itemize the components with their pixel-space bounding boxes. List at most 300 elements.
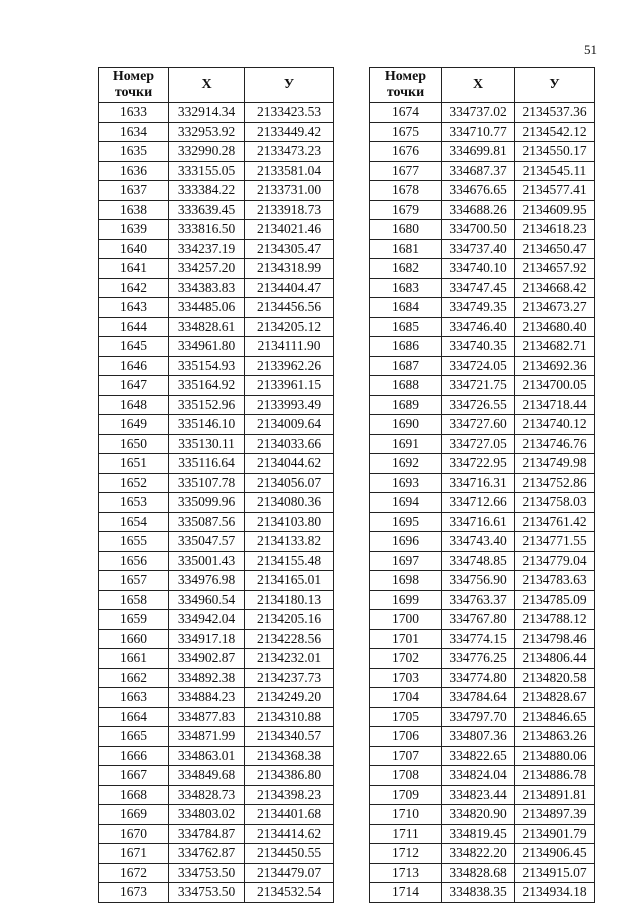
cell-y: 2134650.47 [515, 239, 595, 259]
cell-point-number: 1686 [370, 337, 442, 357]
cell-y: 2134820.58 [515, 668, 595, 688]
cell-x: 334753.50 [169, 883, 245, 903]
table-row [370, 785, 595, 805]
table-row [370, 142, 595, 162]
table-row [99, 805, 334, 825]
cell-y: 2134033.66 [245, 434, 334, 454]
cell-point-number: 1696 [370, 532, 442, 552]
cell-y: 2134180.13 [245, 590, 334, 610]
table-row [370, 668, 595, 688]
cell-x: 335152.96 [169, 395, 245, 415]
table-row [99, 785, 334, 805]
cell-x: 334824.04 [442, 766, 515, 786]
table-row [99, 122, 334, 142]
cell-point-number: 1640 [99, 239, 169, 259]
cell-y: 2134537.36 [515, 103, 595, 123]
cell-x: 334823.44 [442, 785, 515, 805]
cell-point-number: 1634 [99, 122, 169, 142]
cell-x: 334257.20 [169, 259, 245, 279]
cell-y: 2134044.62 [245, 454, 334, 474]
cell-x: 334737.02 [442, 103, 515, 123]
table-row [99, 278, 334, 298]
cell-y: 2133918.73 [245, 200, 334, 220]
cell-y: 2133449.42 [245, 122, 334, 142]
cell-x: 334822.20 [442, 844, 515, 864]
cell-point-number: 1694 [370, 493, 442, 513]
cell-y: 2133731.00 [245, 181, 334, 201]
table-row [370, 220, 595, 240]
table-row [370, 493, 595, 513]
cell-point-number: 1684 [370, 298, 442, 318]
cell-point-number: 1711 [370, 824, 442, 844]
table-row [370, 181, 595, 201]
cell-point-number: 1690 [370, 415, 442, 435]
cell-y: 2134668.42 [515, 278, 595, 298]
cell-x: 334917.18 [169, 629, 245, 649]
cell-x: 334803.02 [169, 805, 245, 825]
cell-y: 2134692.36 [515, 356, 595, 376]
cell-x: 334820.90 [442, 805, 515, 825]
table-row [99, 512, 334, 532]
cell-x: 334740.35 [442, 337, 515, 357]
cell-point-number: 1641 [99, 259, 169, 279]
cell-y: 2134456.56 [245, 298, 334, 318]
cell-x: 334774.80 [442, 668, 515, 688]
table-row [370, 200, 595, 220]
header-point-number [99, 68, 169, 103]
cell-y: 2134891.81 [515, 785, 595, 805]
table-row [99, 824, 334, 844]
cell-x: 334902.87 [169, 649, 245, 669]
cell-y: 2134886.78 [515, 766, 595, 786]
cell-point-number: 1714 [370, 883, 442, 903]
cell-x: 334383.83 [169, 278, 245, 298]
cell-x: 334892.38 [169, 668, 245, 688]
table-row [99, 493, 334, 513]
cell-y: 2134783.63 [515, 571, 595, 591]
cell-x: 334884.23 [169, 688, 245, 708]
cell-y: 2134798.46 [515, 629, 595, 649]
table-row [370, 337, 595, 357]
cell-y: 2133961.15 [245, 376, 334, 396]
cell-x: 334716.61 [442, 512, 515, 532]
cell-point-number: 1678 [370, 181, 442, 201]
cell-x: 334727.05 [442, 434, 515, 454]
table-row [99, 629, 334, 649]
cell-point-number: 1675 [370, 122, 442, 142]
table-header-row [99, 68, 334, 103]
cell-point-number: 1649 [99, 415, 169, 435]
header-point-line2: точки [114, 85, 153, 100]
cell-x: 334942.04 [169, 610, 245, 630]
cell-x: 334699.81 [442, 142, 515, 162]
cell-y: 2134609.95 [515, 200, 595, 220]
cell-y: 2134305.47 [245, 239, 334, 259]
cell-point-number: 1644 [99, 317, 169, 337]
cell-point-number: 1695 [370, 512, 442, 532]
cell-x: 334871.99 [169, 727, 245, 747]
cell-point-number: 1698 [370, 571, 442, 591]
cell-x: 334753.50 [169, 863, 245, 883]
cell-y: 2134901.79 [515, 824, 595, 844]
table-row [99, 844, 334, 864]
cell-y: 2134401.68 [245, 805, 334, 825]
cell-y: 2134906.45 [515, 844, 595, 864]
cell-y: 2134718.44 [515, 395, 595, 415]
cell-y: 2134577.41 [515, 181, 595, 201]
cell-x: 334776.25 [442, 649, 515, 669]
cell-x: 334822.65 [442, 746, 515, 766]
table-row [99, 707, 334, 727]
cell-y: 2134542.12 [515, 122, 595, 142]
cell-point-number: 1683 [370, 278, 442, 298]
cell-point-number: 1679 [370, 200, 442, 220]
cell-x: 334724.05 [442, 356, 515, 376]
table-row [99, 142, 334, 162]
cell-y: 2134386.80 [245, 766, 334, 786]
cell-y: 2134111.90 [245, 337, 334, 357]
cell-x: 334748.85 [442, 551, 515, 571]
cell-x: 334710.77 [442, 122, 515, 142]
cell-point-number: 1682 [370, 259, 442, 279]
table-row [99, 376, 334, 396]
cell-x: 334976.98 [169, 571, 245, 591]
cell-point-number: 1708 [370, 766, 442, 786]
cell-x: 335099.96 [169, 493, 245, 513]
cell-point-number: 1673 [99, 883, 169, 903]
cell-x: 334712.66 [442, 493, 515, 513]
table-row [370, 824, 595, 844]
cell-x: 334797.70 [442, 707, 515, 727]
cell-y: 2134133.82 [245, 532, 334, 552]
cell-point-number: 1652 [99, 473, 169, 493]
table-row [99, 668, 334, 688]
cell-y: 2134740.12 [515, 415, 595, 435]
coordinates-table-right [369, 67, 595, 903]
cell-x: 334828.73 [169, 785, 245, 805]
header-x: Х [169, 68, 245, 103]
table-row [370, 610, 595, 630]
cell-point-number: 1685 [370, 317, 442, 337]
table-row [99, 415, 334, 435]
cell-point-number: 1662 [99, 668, 169, 688]
cell-point-number: 1663 [99, 688, 169, 708]
cell-point-number: 1692 [370, 454, 442, 474]
table-row [370, 532, 595, 552]
cell-point-number: 1638 [99, 200, 169, 220]
table-row [370, 473, 595, 493]
cell-x: 334700.50 [442, 220, 515, 240]
cell-y: 2134700.05 [515, 376, 595, 396]
cell-y: 2134228.56 [245, 629, 334, 649]
cell-y: 2134249.20 [245, 688, 334, 708]
cell-y: 2134310.88 [245, 707, 334, 727]
cell-point-number: 1642 [99, 278, 169, 298]
cell-y: 2134863.26 [515, 727, 595, 747]
table-row [370, 571, 595, 591]
cell-x: 334743.40 [442, 532, 515, 552]
cell-x: 332953.92 [169, 122, 245, 142]
cell-y: 2134232.01 [245, 649, 334, 669]
cell-x: 334863.01 [169, 746, 245, 766]
cell-point-number: 1703 [370, 668, 442, 688]
table-header-row [370, 68, 595, 103]
table-row [99, 103, 334, 123]
cell-point-number: 1671 [99, 844, 169, 864]
table-row [370, 727, 595, 747]
cell-x: 334828.68 [442, 863, 515, 883]
cell-point-number: 1658 [99, 590, 169, 610]
cell-y: 2134532.54 [245, 883, 334, 903]
cell-y: 2134657.92 [515, 259, 595, 279]
cell-y: 2134009.64 [245, 415, 334, 435]
table-body-left [99, 103, 334, 903]
table-row [370, 649, 595, 669]
table-row [99, 766, 334, 786]
cell-y: 2134673.27 [515, 298, 595, 318]
cell-y: 2134414.62 [245, 824, 334, 844]
cell-point-number: 1639 [99, 220, 169, 240]
cell-y: 2134205.12 [245, 317, 334, 337]
table-row [370, 707, 595, 727]
cell-x: 334961.80 [169, 337, 245, 357]
table-row [370, 395, 595, 415]
table-row [99, 239, 334, 259]
cell-y: 2134155.48 [245, 551, 334, 571]
cell-y: 2134404.47 [245, 278, 334, 298]
table-row [99, 551, 334, 571]
cell-x: 334747.45 [442, 278, 515, 298]
table-row [370, 551, 595, 571]
cell-y: 2134080.36 [245, 493, 334, 513]
cell-x: 335130.11 [169, 434, 245, 454]
coordinates-table-left [98, 67, 334, 903]
cell-x: 335107.78 [169, 473, 245, 493]
cell-point-number: 1664 [99, 707, 169, 727]
table-row [99, 356, 334, 376]
table-row [370, 766, 595, 786]
header-point-line1: Номер [384, 69, 427, 84]
cell-x: 334756.90 [442, 571, 515, 591]
cell-point-number: 1702 [370, 649, 442, 669]
cell-point-number: 1670 [99, 824, 169, 844]
cell-x: 334746.40 [442, 317, 515, 337]
table-row [370, 161, 595, 181]
cell-point-number: 1651 [99, 454, 169, 474]
cell-point-number: 1676 [370, 142, 442, 162]
cell-y: 2134103.80 [245, 512, 334, 532]
table-row [370, 122, 595, 142]
table-row [370, 415, 595, 435]
cell-point-number: 1657 [99, 571, 169, 591]
table-row [370, 259, 595, 279]
cell-y: 2134450.55 [245, 844, 334, 864]
cell-point-number: 1689 [370, 395, 442, 415]
cell-x: 334740.10 [442, 259, 515, 279]
cell-x: 334784.64 [442, 688, 515, 708]
table-row [99, 688, 334, 708]
table-row [370, 590, 595, 610]
cell-x: 332914.34 [169, 103, 245, 123]
cell-y: 2134479.07 [245, 863, 334, 883]
cell-x: 334819.45 [442, 824, 515, 844]
table-row [99, 610, 334, 630]
cell-point-number: 1707 [370, 746, 442, 766]
cell-point-number: 1701 [370, 629, 442, 649]
cell-point-number: 1647 [99, 376, 169, 396]
cell-point-number: 1643 [99, 298, 169, 318]
cell-point-number: 1635 [99, 142, 169, 162]
cell-x: 334749.35 [442, 298, 515, 318]
cell-point-number: 1674 [370, 103, 442, 123]
cell-y: 2134205.16 [245, 610, 334, 630]
cell-x: 334877.83 [169, 707, 245, 727]
cell-point-number: 1709 [370, 785, 442, 805]
table-row [370, 844, 595, 864]
table-row [370, 863, 595, 883]
cell-point-number: 1680 [370, 220, 442, 240]
table-row [370, 688, 595, 708]
page-number: 51 [584, 42, 597, 57]
cell-x: 334807.36 [442, 727, 515, 747]
cell-x: 332990.28 [169, 142, 245, 162]
cell-point-number: 1681 [370, 239, 442, 259]
cell-x: 334774.15 [442, 629, 515, 649]
table-row [99, 727, 334, 747]
cell-point-number: 1646 [99, 356, 169, 376]
cell-point-number: 1713 [370, 863, 442, 883]
cell-y: 2134680.40 [515, 317, 595, 337]
cell-point-number: 1672 [99, 863, 169, 883]
table-row [370, 454, 595, 474]
cell-x: 334960.54 [169, 590, 245, 610]
cell-y: 2134021.46 [245, 220, 334, 240]
cell-point-number: 1654 [99, 512, 169, 532]
cell-y: 2134368.38 [245, 746, 334, 766]
cell-point-number: 1668 [99, 785, 169, 805]
cell-y: 2134788.12 [515, 610, 595, 630]
cell-point-number: 1691 [370, 434, 442, 454]
cell-x: 333816.50 [169, 220, 245, 240]
header-y: У [515, 68, 595, 103]
cell-point-number: 1710 [370, 805, 442, 825]
cell-x: 334737.40 [442, 239, 515, 259]
cell-y: 2134340.57 [245, 727, 334, 747]
cell-point-number: 1659 [99, 610, 169, 630]
table-row [99, 337, 334, 357]
cell-point-number: 1636 [99, 161, 169, 181]
cell-point-number: 1712 [370, 844, 442, 864]
cell-x: 333384.22 [169, 181, 245, 201]
table-row [370, 746, 595, 766]
table-row [370, 103, 595, 123]
table-row [370, 629, 595, 649]
cell-y: 2134897.39 [515, 805, 595, 825]
cell-x: 335001.43 [169, 551, 245, 571]
cell-point-number: 1661 [99, 649, 169, 669]
table-row [99, 746, 334, 766]
cell-y: 2133473.23 [245, 142, 334, 162]
cell-y: 2133962.26 [245, 356, 334, 376]
cell-point-number: 1648 [99, 395, 169, 415]
cell-x: 334784.87 [169, 824, 245, 844]
cell-y: 2134761.42 [515, 512, 595, 532]
cell-y: 2134398.23 [245, 785, 334, 805]
cell-y: 2134880.06 [515, 746, 595, 766]
cell-y: 2133993.49 [245, 395, 334, 415]
cell-y: 2134746.76 [515, 434, 595, 454]
cell-point-number: 1688 [370, 376, 442, 396]
cell-y: 2134550.17 [515, 142, 595, 162]
cell-x: 334849.68 [169, 766, 245, 786]
cell-y: 2134318.99 [245, 259, 334, 279]
cell-y: 2134749.98 [515, 454, 595, 474]
cell-point-number: 1667 [99, 766, 169, 786]
header-x: Х [442, 68, 515, 103]
cell-x: 334763.37 [442, 590, 515, 610]
cell-y: 2134846.65 [515, 707, 595, 727]
table-row [99, 181, 334, 201]
table-row [370, 239, 595, 259]
table-row [99, 395, 334, 415]
cell-point-number: 1653 [99, 493, 169, 513]
cell-y: 2134779.04 [515, 551, 595, 571]
table-row [99, 883, 334, 903]
cell-y: 2134056.07 [245, 473, 334, 493]
cell-point-number: 1700 [370, 610, 442, 630]
table-row [370, 317, 595, 337]
cell-y: 2134771.55 [515, 532, 595, 552]
table-row [99, 259, 334, 279]
cell-y: 2134785.09 [515, 590, 595, 610]
table-row [99, 454, 334, 474]
cell-x: 333155.05 [169, 161, 245, 181]
cell-y: 2133581.04 [245, 161, 334, 181]
cell-point-number: 1687 [370, 356, 442, 376]
cell-x: 334762.87 [169, 844, 245, 864]
cell-y: 2134682.71 [515, 337, 595, 357]
table-row [370, 278, 595, 298]
table-row [370, 883, 595, 903]
table-row [99, 590, 334, 610]
cell-y: 2134915.07 [515, 863, 595, 883]
table-row [370, 805, 595, 825]
cell-point-number: 1699 [370, 590, 442, 610]
table-row [370, 376, 595, 396]
cell-point-number: 1655 [99, 532, 169, 552]
cell-x: 334687.37 [442, 161, 515, 181]
cell-x: 335146.10 [169, 415, 245, 435]
cell-point-number: 1665 [99, 727, 169, 747]
header-point-line1: Номер [112, 69, 155, 84]
cell-x: 335164.92 [169, 376, 245, 396]
cell-x: 334767.80 [442, 610, 515, 630]
cell-y: 2134618.23 [515, 220, 595, 240]
table-row [99, 317, 334, 337]
cell-x: 334721.75 [442, 376, 515, 396]
table-row [99, 571, 334, 591]
cell-x: 335154.93 [169, 356, 245, 376]
table-row [99, 649, 334, 669]
table-row [370, 356, 595, 376]
table-row [370, 434, 595, 454]
cell-x: 334716.31 [442, 473, 515, 493]
cell-x: 334722.95 [442, 454, 515, 474]
cell-y: 2134828.67 [515, 688, 595, 708]
cell-point-number: 1669 [99, 805, 169, 825]
cell-point-number: 1637 [99, 181, 169, 201]
cell-x: 334838.35 [442, 883, 515, 903]
